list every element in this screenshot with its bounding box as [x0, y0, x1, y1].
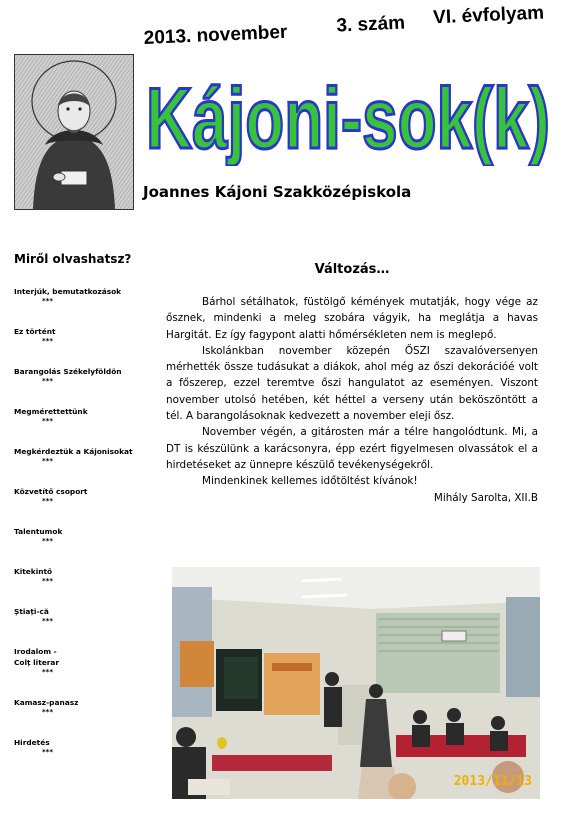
portrait-engraving: [15, 55, 133, 209]
toc-entry: [14, 737, 164, 757]
toc-entry: [14, 526, 164, 546]
toc-entry: [14, 606, 164, 626]
toc-entry-label: Megmérettettünk: [14, 407, 88, 416]
article-paragraph: Iskolánkban november közepén ŐSZI szavalóversenyen mérhették össze tudásukat a diákok, ahol még az őszi dekorációé volt a főszerep, ezzel teremtve őszi hangulatot az eseményen. Viszont november utolsó hetében, két héttel a verseny után beköszöntött a tél. A barangolásoknak kedvezett a november eleji ősz.: [166, 344, 538, 423]
toc-list: [14, 286, 164, 757]
toc-entry-label: Colț literar: [14, 658, 60, 667]
toc-entry-label: Hirdetés: [14, 738, 50, 747]
classroom-photo: [172, 567, 540, 799]
toc-entry: [14, 326, 164, 346]
article-paragraph: Bárhol sétálhatok, füstölgő kémények mutatják, hogy vége az ősznek, mindenki a meleg szobára vágyik, ha meglátja a havas Hargitát. Ez így fagypont alatti hőmérsékleten nem is meglepő.: [166, 296, 538, 341]
issue-number: 3. szám: [335, 12, 406, 37]
toc-entry-label: Közvetítő csoport: [14, 487, 88, 496]
toc-entry: [14, 446, 164, 466]
toc-entry: [14, 697, 164, 717]
toc-entry-label: Interjúk, bemutatkozások: [14, 287, 122, 296]
toc-entry-label: Megkérdeztük a Kájonisokat: [14, 447, 133, 456]
toc-entry-label: Barangolás Székelyföldön: [14, 367, 122, 376]
masthead-title: Kájoni-sok(k): [146, 71, 550, 166]
event-photo: [172, 567, 540, 799]
photo-date-stamp: 2013/11/13: [453, 774, 532, 789]
toc-entry-separator: ***: [42, 457, 53, 465]
editorial-article: [166, 262, 538, 506]
kajoni-portrait: [14, 54, 134, 210]
toc-entry-label: Știați-că: [14, 607, 49, 616]
toc-entry-separator: ***: [42, 577, 53, 585]
newspaper-masthead: [140, 66, 560, 166]
toc-entry-label: Kamasz-panasz: [14, 698, 79, 707]
article-title: Változás…: [314, 262, 390, 277]
article-paragraph: November végén, a gitárosten már a télre hangolódtunk. Mi, a DT is készülünk a karácsonyra, épp ezért figyelmesen olvassátok el a hirdetéseket az ünnepre készülő tevékenységekről.: [166, 426, 538, 471]
toc-entry-separator: ***: [42, 417, 53, 425]
toc-entry-label: Ez történt: [14, 327, 56, 336]
issue-volume: VI. évfolyam: [432, 2, 545, 29]
toc-entry-separator: ***: [42, 748, 53, 756]
toc-entry-separator: ***: [42, 617, 53, 625]
table-of-contents: [14, 252, 164, 777]
toc-entry-separator: ***: [42, 497, 53, 505]
toc-entry: [14, 406, 164, 426]
article-author: Mihály Sarolta, XII.B: [433, 491, 538, 504]
toc-entry-label: Kitekintő: [14, 567, 53, 576]
article-paragraph: Mindenkinek kellemes időtöltést kívánok!: [202, 475, 418, 488]
toc-entry-separator: ***: [42, 297, 53, 305]
toc-entry-separator: ***: [42, 668, 53, 676]
toc-entry-separator: ***: [42, 377, 53, 385]
toc-entry: [14, 486, 164, 506]
toc-entry: [14, 566, 164, 586]
school-name: Joannes Kájoni Szakközépiskola: [143, 183, 412, 201]
toc-entry-separator: ***: [42, 708, 53, 716]
toc-entry-label: Irodalom -: [14, 647, 57, 656]
toc-entry-separator: ***: [42, 537, 53, 545]
toc-entry-label: Talentumok: [14, 527, 63, 536]
issue-date: 2013. november: [143, 21, 288, 49]
toc-entry: [14, 646, 164, 677]
toc-title: Miről olvashatsz?: [14, 252, 132, 266]
toc-entry: [14, 366, 164, 386]
issue-header: [143, 1, 574, 56]
toc-entry: [14, 286, 164, 306]
toc-entry-separator: ***: [42, 337, 53, 345]
